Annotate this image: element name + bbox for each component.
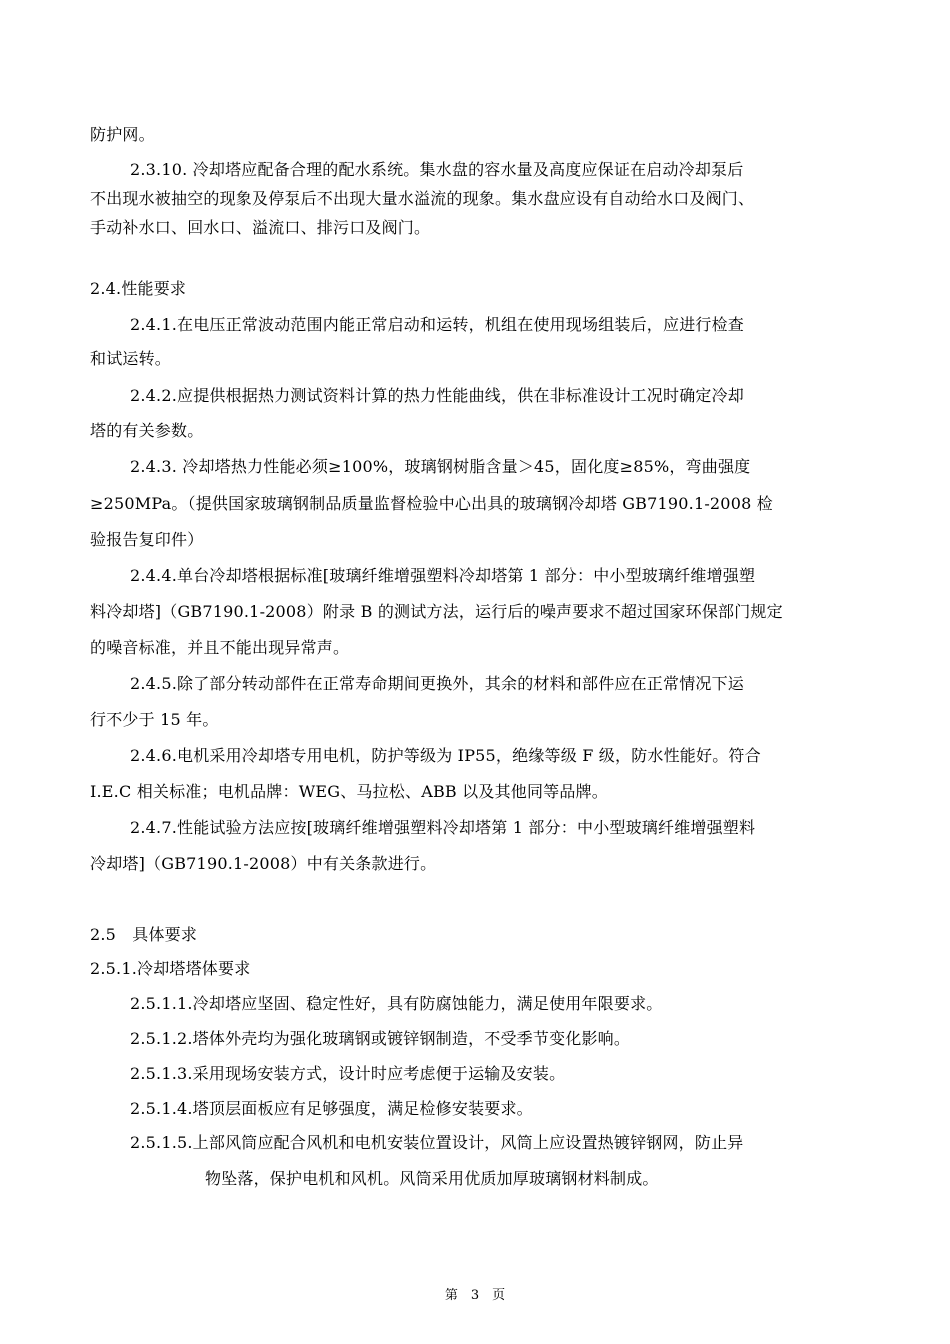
text-line: 防护网。 [90,125,155,144]
text-line: 2.5.1.4.塔顶层面板应有足够强度，满足检修安装要求。 [130,1099,533,1118]
subsection-heading: 2.5.1.冷却塔塔体要求 [90,959,251,978]
text-line: 的噪音标准，并且不能出现异常声。 [90,638,350,657]
text-line: 2.3.10. 冷却塔应配备合理的配水系统。集水盘的容水量及高度应保证在启动冷却泵后 [130,160,744,179]
text-line: I.E.C 相关标准；电机品牌：WEG、马拉松、ABB 以及其他同等品牌。 [90,782,608,801]
section-heading: 2.4.性能要求 [90,279,187,298]
text-line: 2.5.1.1.冷却塔应坚固、稳定性好，具有防腐蚀能力，满足使用年限要求。 [130,994,663,1013]
page-number: 第 3 页 [444,1288,506,1303]
text-line: 2.4.2.应提供根据热力测试资料计算的热力性能曲线，供在非标准设计工况时确定冷却 [130,386,744,405]
text-line: 2.4.5.除了部分转动部件在正常寿命期间更换外，其余的材料和部件应在正常情况下运 [130,674,744,693]
text-line: 2.5.1.5.上部风筒应配合风机和电机安装位置设计，风筒上应设置热镀锌钢网，防止异 [130,1133,744,1152]
text-line: 行不少于 15 年。 [90,710,219,729]
text-line: 2.4.4.单台冷却塔根据标准[玻璃纤维增强塑料冷却塔第 1 部分：中小型玻璃纤维增强塑 [130,566,756,585]
text-line: 手动补水口、回水口、溢流口、排污口及阀门。 [90,218,431,237]
text-line: 2.5.1.2.塔体外壳均为强化玻璃钢或镀锌钢制造，不受季节变化影响。 [130,1029,631,1048]
text-line: 和试运转。 [90,349,172,368]
text-line: 冷却塔]（GB7190.1-2008）中有关条款进行。 [90,854,437,873]
text-line: 2.4.1.在电压正常波动范围内能正常启动和运转，机组在使用现场组装后，应进行检查 [130,315,744,334]
text-line: 物坠落，保护电机和风机。风筒采用优质加厚玻璃钢材料制成。 [205,1169,659,1188]
text-line: 塔的有关参数。 [90,421,204,440]
text-line: 料冷却塔]（GB7190.1-2008）附录 B 的测试方法，运行后的噪声要求不超过国家环保部门规定 [90,602,783,621]
text-line: 验报告复印件） [90,530,204,549]
text-line: 2.4.3. 冷却塔热力性能必须≥100%，玻璃钢树脂含量＞45，固化度≥85%，弯曲强度 [130,457,751,476]
text-line: 不出现水被抽空的现象及停泵后不出现大量水溢流的现象。集水盘应设有自动给水口及阀门、 [90,189,755,208]
text-line: 2.4.6.电机采用冷却塔专用电机，防护等级为 IP55，绝缘等级 F 级，防水性能好。符合 [130,746,761,765]
text-line: 2.4.7.性能试验方法应按[玻璃纤维增强塑料冷却塔第 1 部分：中小型玻璃纤维增强塑料 [130,818,756,837]
section-heading: 2.5 具体要求 [90,925,198,944]
text-line: ≥250MPa。（提供国家玻璃钢制品质量监督检验中心出具的玻璃钢冷却塔 GB7190.1-2008 检 [90,494,773,513]
text-line: 2.5.1.3.采用现场安装方式，设计时应考虑便于运输及安装。 [130,1064,566,1083]
